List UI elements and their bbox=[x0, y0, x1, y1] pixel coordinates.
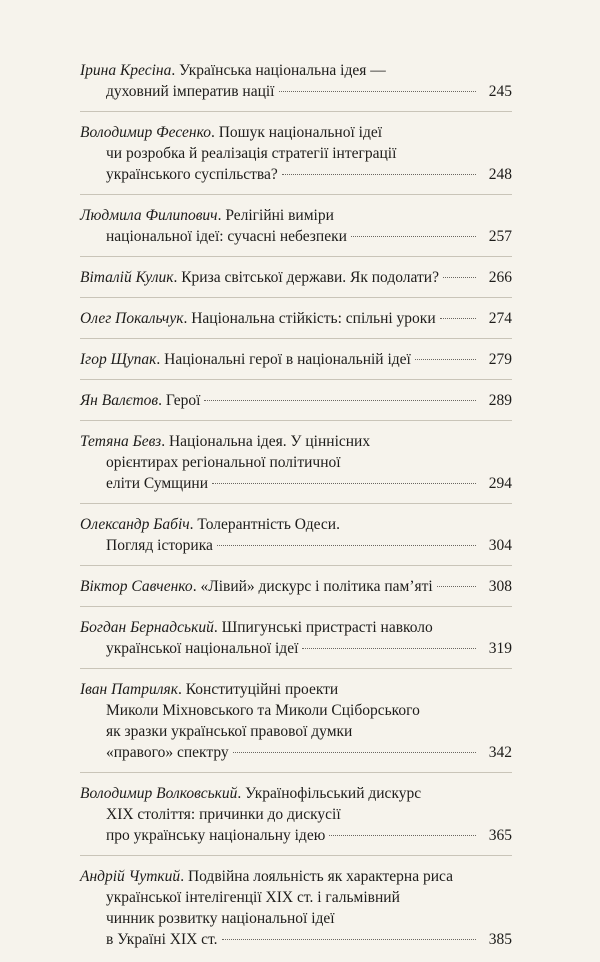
page-number: 279 bbox=[488, 351, 512, 368]
author-name: Андрій Чуткий bbox=[80, 868, 181, 885]
entry-title-text bbox=[80, 205, 334, 226]
dot-leader bbox=[415, 359, 476, 360]
page-number: 342 bbox=[488, 744, 512, 761]
entry-title-text bbox=[80, 783, 421, 804]
entry-divider bbox=[80, 772, 512, 773]
author-name: Олександр Бабіч bbox=[80, 516, 190, 533]
title-text: Конституційні проекти bbox=[185, 681, 339, 698]
entry-title-text bbox=[80, 431, 370, 452]
entry-title-text bbox=[106, 929, 218, 950]
entry-title-text bbox=[106, 164, 278, 185]
author-separator: . bbox=[217, 207, 226, 224]
entry-line bbox=[80, 143, 512, 164]
author-separator: . bbox=[171, 62, 180, 79]
toc-entry[interactable] bbox=[80, 514, 512, 556]
entry-line bbox=[80, 60, 512, 81]
entry-title-text bbox=[80, 617, 433, 638]
dot-leader bbox=[351, 236, 476, 237]
entry-title-text bbox=[106, 535, 213, 556]
entry-line bbox=[80, 617, 512, 638]
title-text: української інтелігенції XIX ст. і гальмівний bbox=[106, 889, 400, 906]
title-text: як зразки української правової думки bbox=[106, 723, 353, 740]
title-text: Погляд історика bbox=[106, 537, 213, 554]
author-separator: . bbox=[237, 785, 246, 802]
entry-line bbox=[80, 452, 512, 473]
title-text: Українська національна ідея — bbox=[179, 62, 386, 79]
dot-leader bbox=[443, 277, 476, 278]
toc-entry[interactable] bbox=[80, 122, 512, 185]
dot-leader bbox=[282, 174, 476, 175]
title-text: Герої bbox=[165, 392, 201, 409]
author-name: Володимир Фесенко bbox=[80, 124, 211, 141]
table-of-contents bbox=[80, 60, 512, 950]
entry-title-text bbox=[106, 473, 208, 494]
title-text: чинник розвитку національної ідеї bbox=[106, 910, 335, 927]
entry-line bbox=[80, 908, 512, 929]
dot-leader bbox=[222, 939, 476, 940]
page-number: 248 bbox=[488, 166, 512, 183]
entry-title-text bbox=[80, 267, 439, 288]
entry-line bbox=[80, 226, 512, 247]
entry-divider bbox=[80, 338, 512, 339]
title-text: про українську національну ідею bbox=[106, 827, 326, 844]
author-name: Ігор Щупак bbox=[80, 351, 157, 368]
title-text: «правого» спектру bbox=[106, 744, 229, 761]
entry-divider bbox=[80, 111, 512, 112]
entry-divider bbox=[80, 668, 512, 669]
entry-title-text bbox=[106, 638, 298, 659]
dot-leader bbox=[233, 752, 476, 753]
page-number: 266 bbox=[488, 269, 512, 286]
entry-title-text bbox=[80, 349, 411, 370]
title-text: Толерантність Одеси. bbox=[197, 516, 340, 533]
entry-title-text bbox=[80, 866, 453, 887]
entry-line bbox=[80, 721, 512, 742]
page-number: 308 bbox=[488, 578, 512, 595]
author-separator: . bbox=[210, 124, 219, 141]
entry-divider bbox=[80, 606, 512, 607]
entry-line bbox=[80, 164, 512, 185]
title-text: Подвійна лояльність як характерна риса bbox=[187, 868, 453, 885]
entry-line bbox=[80, 308, 512, 329]
entry-title-text bbox=[106, 226, 347, 247]
toc-entry[interactable] bbox=[80, 576, 512, 597]
page-number: 294 bbox=[488, 475, 512, 492]
entry-line bbox=[80, 783, 512, 804]
author-separator: . bbox=[180, 868, 188, 885]
entry-divider bbox=[80, 503, 512, 504]
entry-line bbox=[80, 205, 512, 226]
entry-title-text bbox=[106, 742, 229, 763]
page-number: 365 bbox=[488, 827, 512, 844]
entry-divider bbox=[80, 194, 512, 195]
entry-line bbox=[80, 638, 512, 659]
entry-line bbox=[80, 431, 512, 452]
entry-line bbox=[80, 804, 512, 825]
title-text: Українофільський дискурс bbox=[245, 785, 422, 802]
entry-title-text bbox=[106, 143, 396, 164]
page-number: 289 bbox=[488, 392, 512, 409]
page-number: 274 bbox=[488, 310, 512, 327]
author-name: Тетяна Бевз bbox=[80, 433, 162, 450]
entry-line bbox=[80, 267, 512, 288]
entry-line bbox=[80, 576, 512, 597]
entry-divider bbox=[80, 297, 512, 298]
toc-entry[interactable] bbox=[80, 267, 512, 288]
author-name: Ірина Кресіна bbox=[80, 62, 172, 79]
entry-title-text bbox=[106, 721, 352, 742]
entry-title-text bbox=[80, 122, 382, 143]
entry-line bbox=[80, 929, 512, 950]
entry-title-text bbox=[80, 514, 340, 535]
entry-line bbox=[80, 81, 512, 102]
author-separator: . bbox=[161, 433, 169, 450]
author-separator: . bbox=[177, 681, 186, 698]
author-name: Олег Покальчук bbox=[80, 310, 184, 327]
toc-entry[interactable] bbox=[80, 390, 512, 411]
entry-title-text bbox=[80, 60, 386, 81]
entry-title-text bbox=[80, 679, 338, 700]
title-text: духовний імператив нації bbox=[106, 83, 275, 100]
author-name: Людмила Филипович bbox=[80, 207, 218, 224]
author-name: Володимир Волковський bbox=[80, 785, 238, 802]
page-number: 319 bbox=[488, 640, 512, 657]
author-name: Ян Валєтов bbox=[80, 392, 159, 409]
toc-entry[interactable] bbox=[80, 205, 512, 247]
entry-title-text bbox=[80, 308, 436, 329]
dot-leader bbox=[329, 835, 476, 836]
toc-entry[interactable] bbox=[80, 349, 512, 370]
entry-line bbox=[80, 887, 512, 908]
toc-entry[interactable] bbox=[80, 60, 512, 102]
title-text: Національна стійкість: спільні уроки bbox=[191, 310, 436, 327]
entry-divider bbox=[80, 379, 512, 380]
page-number: 245 bbox=[488, 83, 512, 100]
entry-line bbox=[80, 473, 512, 494]
entry-title-text bbox=[106, 700, 420, 721]
dot-leader bbox=[440, 318, 476, 319]
dot-leader bbox=[204, 400, 476, 401]
title-text: національної ідеї: сучасні небезпеки bbox=[106, 228, 347, 245]
toc-entry[interactable] bbox=[80, 679, 512, 763]
author-separator: . bbox=[192, 578, 201, 595]
entry-title-text bbox=[106, 908, 335, 929]
entry-title-text bbox=[106, 81, 275, 102]
entry-line bbox=[80, 122, 512, 143]
entry-divider bbox=[80, 565, 512, 566]
title-text: орієнтирах регіональної політичної bbox=[106, 454, 341, 471]
title-text: українського суспільства? bbox=[106, 166, 278, 183]
title-text: української національної ідеї bbox=[106, 640, 299, 657]
author-separator: . bbox=[189, 516, 198, 533]
title-text: «Лівий» дискурс і політика пам’яті bbox=[200, 578, 433, 595]
entry-line bbox=[80, 825, 512, 846]
entry-title-text bbox=[106, 825, 325, 846]
entry-line bbox=[80, 535, 512, 556]
toc-entry[interactable] bbox=[80, 308, 512, 329]
entry-line bbox=[80, 742, 512, 763]
author-name: Богдан Бернадський bbox=[80, 619, 214, 636]
author-separator: . bbox=[158, 392, 166, 409]
author-separator: . bbox=[183, 310, 192, 327]
dot-leader bbox=[437, 586, 476, 587]
title-text: чи розробка й реалізація стратегії інтеграції bbox=[106, 145, 397, 162]
entry-divider bbox=[80, 420, 512, 421]
toc-entry[interactable] bbox=[80, 617, 512, 659]
entry-title-text bbox=[106, 452, 341, 473]
entry-line bbox=[80, 390, 512, 411]
author-separator: . bbox=[156, 351, 165, 368]
dot-leader bbox=[217, 545, 476, 546]
toc-entry[interactable] bbox=[80, 866, 512, 950]
title-text: Релігійні виміри bbox=[225, 207, 334, 224]
entry-title-text bbox=[106, 887, 400, 908]
dot-leader bbox=[279, 91, 477, 92]
title-text: еліти Сумщини bbox=[106, 475, 208, 492]
entry-line bbox=[80, 679, 512, 700]
entry-line bbox=[80, 866, 512, 887]
title-text: Миколи Міхновського та Миколи Сціборського bbox=[106, 702, 420, 719]
entry-line bbox=[80, 514, 512, 535]
dot-leader bbox=[212, 483, 476, 484]
title-text: Національна ідея. У ціннісних bbox=[168, 433, 371, 450]
toc-entry[interactable] bbox=[80, 431, 512, 494]
page-number: 385 bbox=[488, 931, 512, 948]
title-text: Пошук національної ідеї bbox=[218, 124, 383, 141]
author-name: Іван Патриляк bbox=[80, 681, 178, 698]
entry-line bbox=[80, 700, 512, 721]
page-number: 257 bbox=[488, 228, 512, 245]
title-text: в Україні XIX ст. bbox=[106, 931, 218, 948]
title-text: Шпигунські пристрасті навколо bbox=[221, 619, 433, 636]
entry-divider bbox=[80, 855, 512, 856]
entry-title-text bbox=[80, 576, 433, 597]
entry-title-text bbox=[80, 390, 200, 411]
author-name: Віктор Савченко bbox=[80, 578, 193, 595]
entry-divider bbox=[80, 256, 512, 257]
title-text: Національні герої в національній ідеї bbox=[164, 351, 411, 368]
author-name: Віталій Кулик bbox=[80, 269, 174, 286]
title-text: Криза світської держави. Як подолати? bbox=[181, 269, 439, 286]
toc-entry[interactable] bbox=[80, 783, 512, 846]
dot-leader bbox=[302, 648, 476, 649]
author-separator: . bbox=[173, 269, 182, 286]
title-text: XIX століття: причинки до дискусії bbox=[106, 806, 341, 823]
entry-line bbox=[80, 349, 512, 370]
page-number: 304 bbox=[488, 537, 512, 554]
entry-title-text bbox=[106, 804, 341, 825]
author-separator: . bbox=[213, 619, 222, 636]
